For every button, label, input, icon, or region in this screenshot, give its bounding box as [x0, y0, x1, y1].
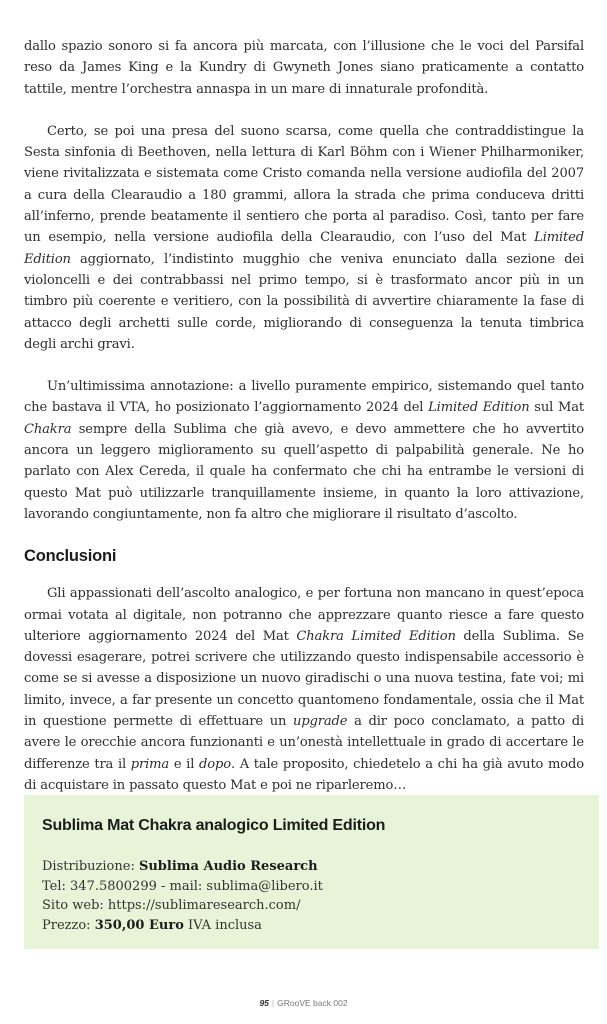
paragraph-3-text-a: Un’ultimissima annotazione: a livello puramente empirico, sistemando quel tanto che bastava il VTA, ho posizionato l’aggiornamento 2024 del: [24, 379, 584, 416]
paragraph-1: [24, 36, 584, 100]
paragraph-4-emphasis-4: dopo: [199, 756, 231, 772]
paragraph-2-text-b: aggiornato, l’indistinto mugghio che veniva enunciato dalla sezione dei violoncelli e dei contrabbassi nel primo tempo, si è trasformato ancor più in un timbro più coerente e veritiero, con la possibilità di avvertire chiaramente la fase di attacco degli archetti sulle corde, migliorando di conseguenza la tenuta timbrica degli archi gravi.: [24, 251, 584, 352]
paragraph-3: [24, 376, 584, 525]
price-value: 350,00 Euro: [94, 917, 184, 933]
paragraph-1-text: dallo spazio sonoro si fa ancora più marcata, con l’illusione che le voci del Parsifal reso da James King e la Kundry di Gwyneth Jones siano praticamente a contatto tattile, mentre l’orchestra annaspa in un mare di innaturale profondità.: [24, 39, 584, 97]
magazine-name: GRooVE back 002: [277, 998, 348, 1008]
paragraph-4-text-b: della Sublima. Se dovessi esagerare, potrei scrivere che utilizzando questo indispensabile accessorio è come se si avesse a disposizione un nuovo giradischi o una nuova testina, fate voi; mi limito, invece, a far presente un concetto quantomeno fondamentale, ossia che il Mat in questione permette di effettuare un: [24, 628, 584, 730]
product-info-details: [42, 857, 323, 935]
price-suffix: IVA inclusa: [183, 917, 262, 933]
price-label: Prezzo:: [42, 917, 95, 933]
paragraph-4-text-c: a dir poco conclamato, a patto di avere le orecchie ancora funzionanti e un’onestà intellettuale in grado di accertare le differenze tra il: [24, 714, 584, 772]
paragraph-4-text-d: e il: [169, 756, 199, 772]
paragraph-2: [24, 121, 584, 355]
paragraph-4-emphasis-1: Chakra Limited Edition: [296, 628, 456, 644]
price-line: [42, 916, 323, 936]
paragraph-4: [24, 583, 584, 796]
page-footer: [0, 998, 607, 1008]
distributor-line: [42, 857, 323, 877]
footer-separator: |: [271, 998, 275, 1008]
contact-line: Tel: 347.5800299 - mail: sublima@libero.it: [42, 878, 323, 894]
paragraph-3-text-b: sul Mat: [529, 400, 584, 416]
paragraph-2-emphasis: Limited Edition: [24, 230, 584, 267]
section-heading: Conclusioni: [24, 547, 117, 566]
product-info-box: [24, 795, 599, 949]
product-info-title: Sublima Mat Chakra analogico Limited Edition: [42, 817, 386, 834]
paragraph-3-text-c: sempre della Sublima che già avevo, e devo ammettere che ho avvertito ancora un leggero miglioramento su quell’aspetto di palpabilità generale. Ne ho parlato con Alex Cereda, il quale ha confermato che chi ha entrambe le versioni di questo Mat può utilizzarle tranquillamente insieme, in quanto la loro attivazione, lavorando congiuntamente, non fa altro che migliorare il risultato d’ascolto.: [24, 421, 584, 522]
page-number: 95: [259, 998, 269, 1008]
article-body: [24, 36, 584, 796]
website-line: Sito web: https://sublimaresearch.com/: [42, 898, 301, 913]
distributor-label: Distribuzione:: [42, 859, 139, 874]
paragraph-3-emphasis-2: Chakra: [24, 421, 72, 437]
paragraph-2-text-a: Certo, se poi una presa del suono scarsa, come quella che contraddistingue la Sesta sinfonia di Beethoven, nella lettura di Karl Böhm con i Wiener Philharmoniker, viene rivitalizzata e sistemata come Cristo comanda nella versione audiofila del 2007 a cura della Clearaudio a 180 grammi, allora la strada che prima conduceva dritti all’inferno, prende beatamente il sentiero che porta al paradiso. Così, tanto per fare un esempio, nella versione audiofila della Clearaudio, con l’uso del Mat: [24, 123, 584, 246]
paragraph-4-emphasis-2: upgrade: [293, 714, 348, 730]
paragraph-4-emphasis-3: prima: [130, 756, 170, 772]
paragraph-4-text-a: Gli appassionati dell’ascolto analogico, e per fortuna non mancano in quest’epoca ormai votata al digitale, non potranno che apprezzare quanto riesce a fare questo ulteriore aggiornamento 2024 del Mat: [24, 586, 584, 644]
paragraph-3-emphasis-1: Limited Edition: [428, 400, 530, 416]
paragraph-4-text-e: . A tale proposito, chiedetelo a chi ha già avuto modo di acquistare in passato questo Mat e poi ne riparleremo…: [24, 756, 584, 793]
distributor-value: Sublima Audio Research: [138, 859, 318, 874]
